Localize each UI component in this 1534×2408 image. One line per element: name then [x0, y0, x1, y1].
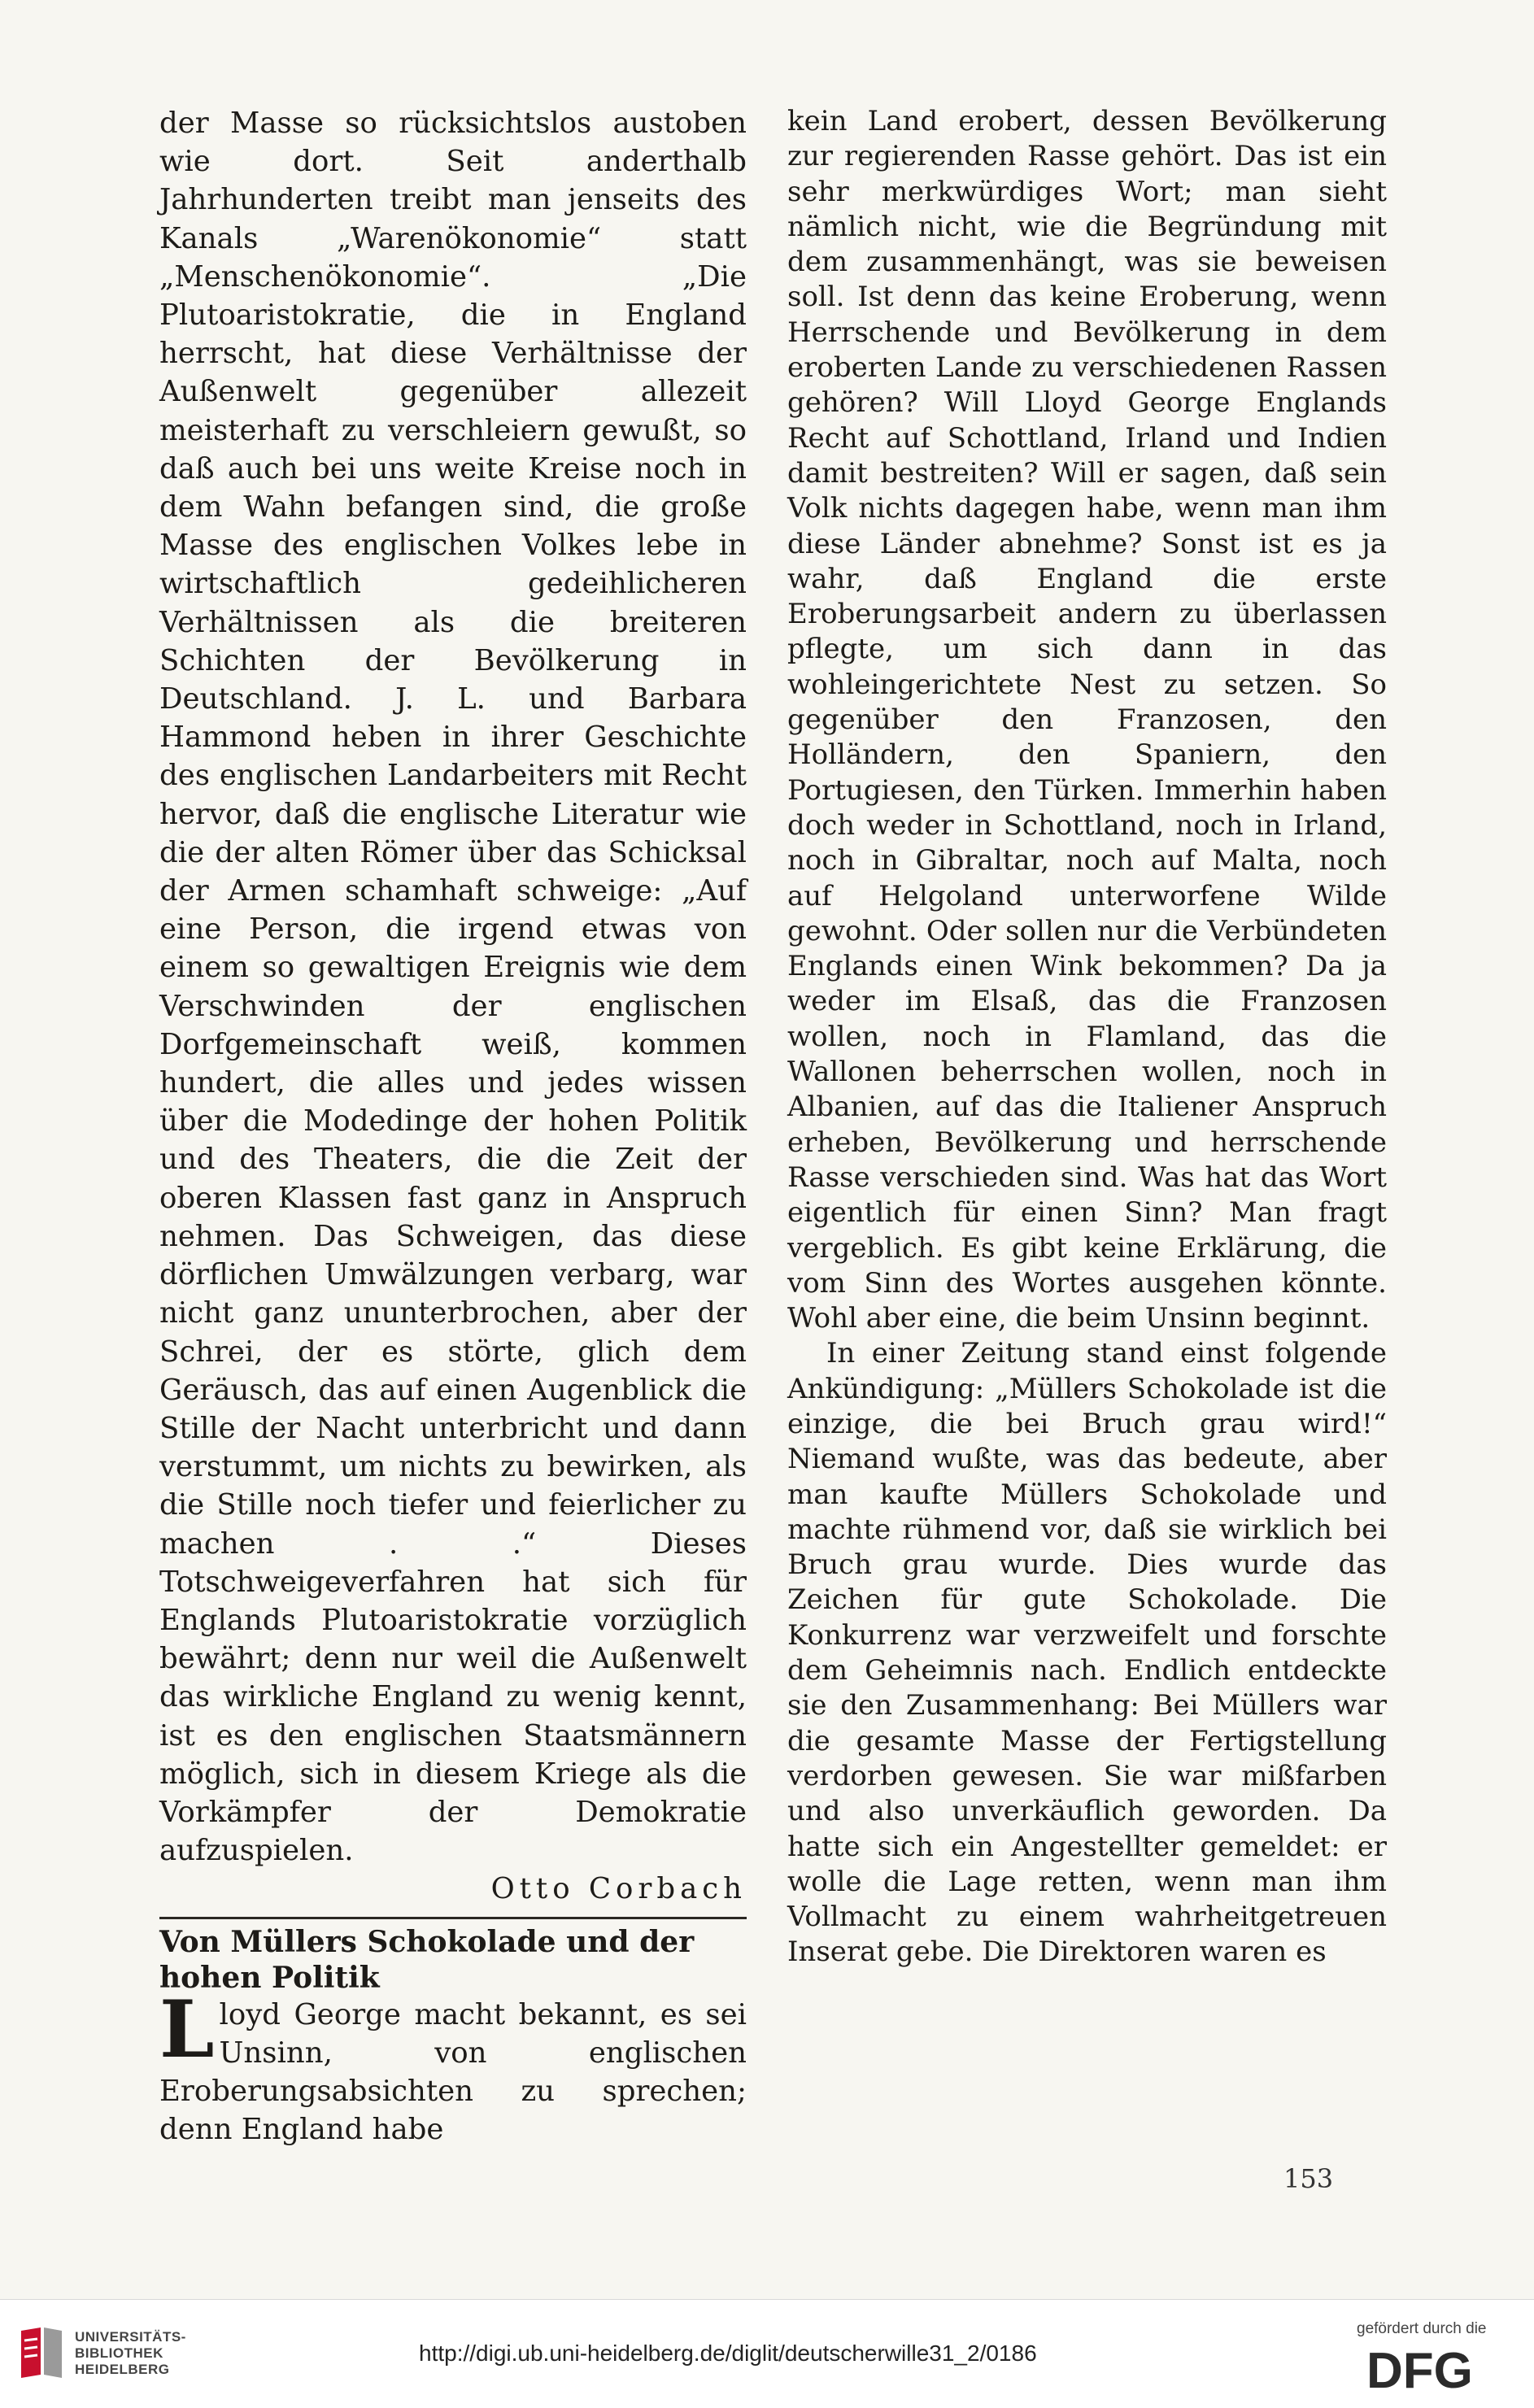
dfg-logo: [1366, 2342, 1516, 2394]
right-paragraph-1: kein Land erobert, dessen Bevölkerung zur regierenden Rasse gehört. Das ist ein sehr merkwürdiges Wort; man sieht nämlich nicht, wie die Begründung mit dem zusammenhängt, was sie beweisen soll. Ist denn das keine Eroberung, wenn Herrschende und Bevölkerung in dem eroberten Lande zu verschiedenen Rassen gehören? Will Lloyd George Englands Recht auf Schottland, Irland und Indien damit bestreiten? Will er sagen, daß sein Volk nichts dagegen habe, wenn man ihm diese Länder abnehme? Sonst ist es ja wahr, daß England die erste Eroberungsarbeit andern zu überlassen pflegte, um sich dann in das wohleingerichtete Nest zu setzen. So gegenüber den Franzosen, den Holländern, den Spaniern, den Portugiesen, den Türken. Immerhin haben doch weder in Schottland, noch in Irland, noch in Gibraltar, noch auf Malta, noch auf Helgoland unterworfene Wilde gewohnt. Oder sollen nur die Verbündeten Englands einen Wink bekommen? Da ja weder im Elsaß, das die Franzosen wollen, noch in Flamland, das die Wallonen beherrschen wollen, noch in Albanien, auf das die Italiener Anspruch erheben, Bevölkerung und herrschende Rasse verschieden sind. Was hat das Wort eigentlich für einen Sinn? Man fragt vergeblich. Es gibt keine Erklärung, die vom Sinn des Wortes ausgehen könnte. Wohl aber eine, die beim Unsinn beginnt.: [787, 105, 1387, 1335]
left-paragraph-2: [159, 1983, 747, 2149]
right-paragraph-2: In einer Zeitung stand einst folgende Ankündigung: „Müllers Schokolade ist die einzige, die bei Bruch grau wird!“ Niemand wußte, was das bedeute, aber man kaufte Müllers Schokolade und machte rühmend vor, daß sie wirklich bei Bruch grau wurde. Dies wurde das Zeichen für gute Schokolade. Die Konkurrenz war verzweifelt und forschte dem Geheimnis nach. Endlich entdeckte sie den Zusammenhang: Bei Müllers war die gesamte Masse der Fertigstellung verdorben gewesen. Sie war mißfarben und also unverkäuflich geworden. Da hatte sich ein Angestellter gemeldet: er wolle die Lage retten, wenn man ihm Vollmacht zu einem wahrheitgetreuen Inserat gebe. Die Direktoren waren es: [787, 1337, 1387, 1969]
permalink-url[interactable]: http://digi.ub.uni-heidelberg.de/diglit/deutscherwille31_2/0186: [419, 2341, 1037, 2366]
university-library-logo: [16, 2324, 67, 2381]
drop-cap: L: [159, 1983, 215, 2075]
section-divider: [159, 1917, 747, 1919]
left-paragraph-2-text: loyd George macht bekannt, es sei Unsinn, von englischen Eroberungsabsichten zu sprechen; denn England habe: [159, 1997, 747, 2147]
funded-by-label: gefördert durch die: [1357, 2320, 1487, 2337]
left-column: [159, 104, 747, 2149]
article-heading: Von Müllers Schokolade und der hohen Politik: [159, 1924, 695, 1995]
right-column: [787, 104, 1387, 1970]
library-name: UNIVERSITÄTS- BIBLIOTHEK HEIDELBERG: [75, 2329, 186, 2377]
viewer-footer: [0, 2299, 1534, 2408]
page-number: 153: [1283, 2163, 1334, 2194]
author-signature: Otto Corbach: [490, 1872, 747, 1906]
left-paragraph-1: der Masse so rücksichtslos austoben wie dort. Seit anderthalb Jahrhunderten treibt man jenseits des Kanals „Warenökonomie“ statt „Menschenökonomie“. „Die Plutoaristokratie, die in England herrscht, hat diese Verhältnisse der Außenwelt gegenüber allezeit meisterhaft zu verschleiern gewußt, so daß auch bei uns weite Kreise noch in dem Wahn befangen sind, die große Masse des englischen Volkes lebe in wirtschaftlich gedeihlicheren Verhältnissen als die breiteren Schichten der Bevölkerung in Deutschland. J. L. und Barbara Hammond heben in ihrer Geschichte des englischen Landarbeiters mit Recht hervor, daß die englische Literatur wie die der alten Römer über das Schicksal der Armen schamhaft schweige: „Auf eine Person, die irgend etwas von einem so gewaltigen Ereignis wie dem Verschwinden der englischen Dorfgemeinschaft weiß, kommen hundert, die alles und jedes wissen über die Modedinge der hohen Politik und des Theaters, die die Zeit der oberen Klassen fast ganz in Anspruch nehmen. Das Schweigen, das diese dörflichen Umwälzungen verbarg, war nicht ganz ununterbrochen, aber der Schrei, der es störte, glich dem Geräusch, das auf einen Augenblick die Stille der Nacht unterbricht und dann verstummt, um nichts zu bewirken, als die Stille noch tiefer und feierlicher zu machen . .“ Dieses Totschweigeverfahren hat sich für Englands Plutoaristokratie vorzüglich bewährt; denn nur weil die Außenwelt das wirkliche England zu wenig kennt, ist es den englischen Staatsmännern möglich, sich in diesem Kriege als die Vorkämpfer der Demokratie aufzuspielen.: [159, 107, 747, 1868]
dfg-logo-text: DFG: [1366, 2343, 1473, 2394]
author-line: [159, 1870, 747, 1908]
